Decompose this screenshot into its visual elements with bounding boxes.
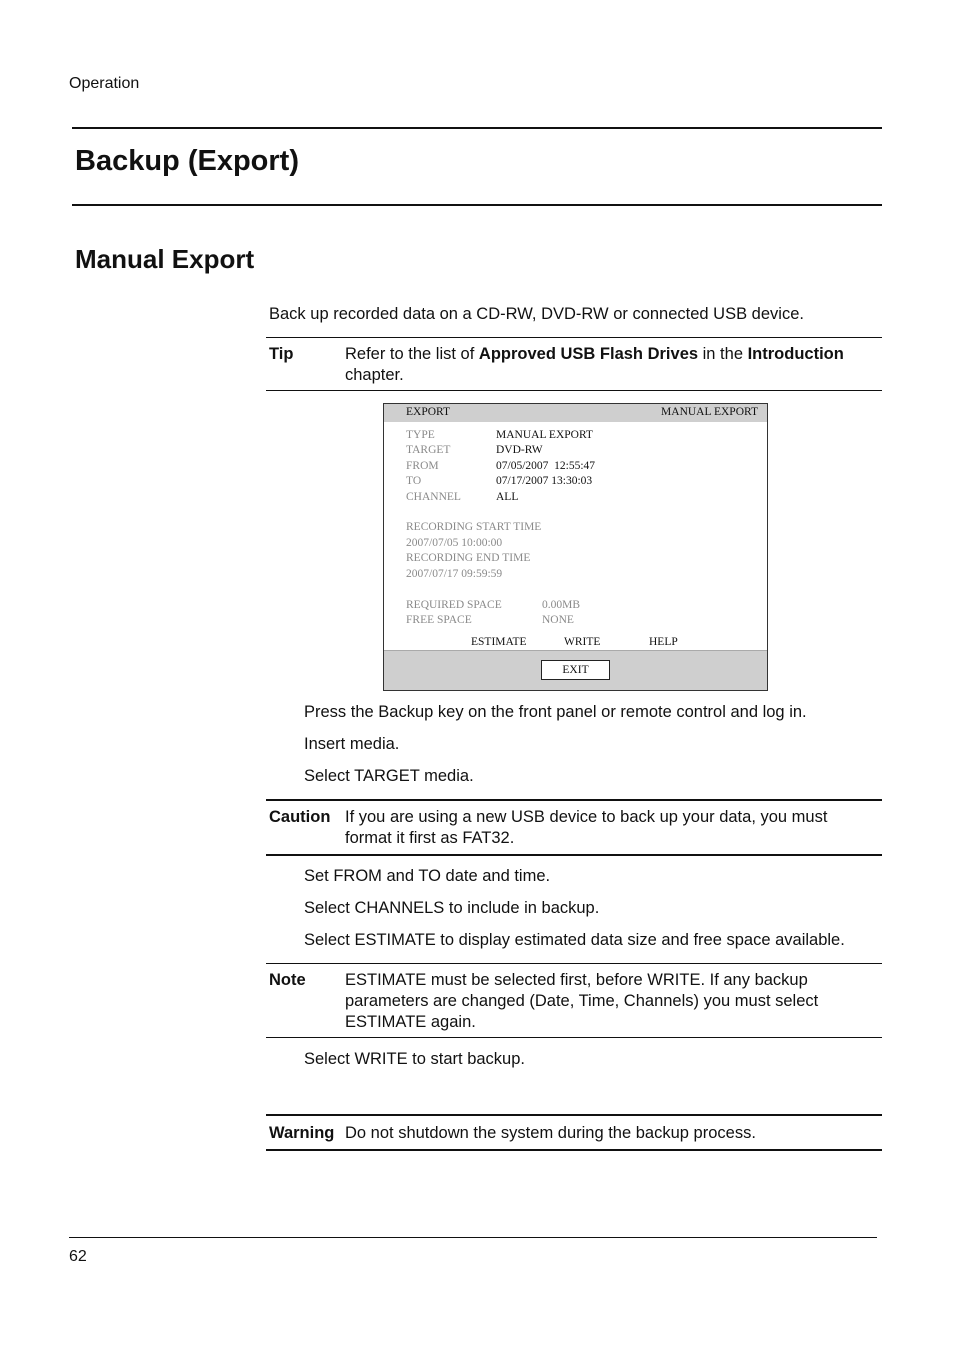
tip-bold-intro: Introduction (747, 345, 844, 363)
free-space-label: FREE SPACE (406, 614, 472, 626)
screen-title-left: EXPORT (406, 406, 451, 418)
step-item: Select WRITE to start backup. (304, 1050, 525, 1068)
screen-bottom-bar (384, 650, 767, 690)
warning-text: Do not shutdown the system during the backup process. (345, 1124, 756, 1142)
help-button[interactable]: HELP (649, 636, 678, 648)
step-item: Select CHANNELS to include in backup. (304, 899, 600, 917)
free-space-value: NONE (542, 614, 574, 626)
step-item: Select ESTIMATE to display estimated data size and free space available. (304, 931, 845, 949)
warning-box (266, 1114, 882, 1151)
tip-text-part: in the (698, 345, 748, 363)
title-bottom-rule (72, 204, 882, 206)
step-item: Set FROM and TO date and time. (304, 867, 551, 885)
field-value-to[interactable]: 07/17/2007 13:30:03 (496, 475, 593, 487)
field-value-type[interactable]: MANUAL EXPORT (496, 429, 593, 441)
caution-text: If you are using a new USB device to back up your data, you must format it first as FAT32. (345, 808, 828, 847)
field-value-target[interactable]: DVD-RW (496, 444, 543, 456)
field-label-target: TARGET (406, 444, 451, 456)
field-label-type: TYPE (406, 429, 435, 441)
field-label-from: FROM (406, 460, 439, 472)
required-space-value: 0.00MB (542, 599, 581, 611)
field-label-channel: CHANNEL (406, 491, 461, 503)
step-item: Insert media. (304, 735, 400, 753)
step-item: Press the Backup key on the front panel or remote control and log in. (304, 703, 807, 721)
tip-bold-usb: Approved USB Flash Drives (478, 345, 699, 363)
note-label: Note (269, 971, 306, 989)
rec-end-label: RECORDING END TIME (406, 552, 531, 564)
screen-title-bar (384, 404, 767, 422)
rec-end-value: 2007/07/17 09:59:59 (406, 568, 503, 580)
field-label-to: TO (406, 475, 422, 487)
write-button[interactable]: WRITE (564, 636, 601, 648)
intro-text: Back up recorded data on a CD-RW, DVD-RW or connected USB device. (269, 305, 804, 323)
step-item: Select TARGET media. (304, 767, 474, 785)
tip-label: Tip (269, 345, 294, 363)
section-heading: Manual Export (75, 244, 255, 274)
tip-box (266, 337, 882, 391)
rec-start-label: RECORDING START TIME (406, 521, 542, 533)
section-label: Operation (69, 75, 140, 92)
tip-text (345, 344, 878, 386)
note-text: ESTIMATE must be selected first, before WRITE. If any backup parameters are changed (Date, Time, Channels) you must select ESTIMATE again. (345, 971, 819, 1031)
tip-text-part: chapter. (345, 366, 404, 384)
screen-title-right: MANUAL EXPORT (661, 406, 758, 418)
page-number: 62 (69, 1248, 87, 1265)
note-box (266, 963, 882, 1038)
page-title: Backup (Export) (75, 145, 299, 177)
required-space-label: REQUIRED SPACE (406, 599, 502, 611)
exit-button[interactable]: EXIT (541, 660, 610, 680)
rec-start-value: 2007/07/05 10:00:00 (406, 537, 503, 549)
footer-rule (69, 1237, 877, 1238)
estimate-button[interactable]: ESTIMATE (471, 636, 527, 648)
caution-box (266, 799, 882, 856)
tip-text-part: Refer to the list of (345, 345, 479, 363)
field-value-channel[interactable]: ALL (496, 491, 519, 503)
warning-label: Warning (269, 1124, 335, 1142)
caution-label: Caution (269, 808, 331, 826)
title-top-rule (72, 127, 882, 129)
export-screen (383, 403, 768, 691)
field-value-from[interactable]: 07/05/2007 12:55:47 (496, 460, 596, 472)
